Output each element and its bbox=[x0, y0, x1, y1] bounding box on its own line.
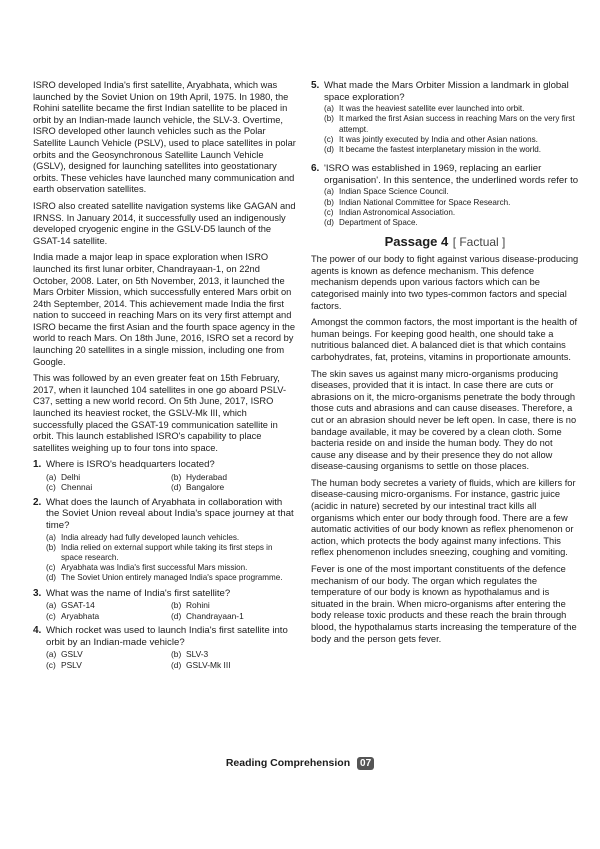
passage-tag: [ Factual ] bbox=[452, 235, 506, 250]
passage-paragraph: ISRO also created satellite navigation systems like GAGAN and IRNSS. In January 2014, it successfully used an indigenously developed cryogenic engine in the GSLV-D5 launch of the GSAT-14 satellite. bbox=[33, 200, 296, 246]
passage-paragraph: This was followed by an even greater feat on 15th February, 2017, when it launched 104 satellites in one go aboard PSLV-C37, setting a new world record. On 5th June, 2017, ISRO launched its heaviest rocket, the GSLV-Mk III, which successfully placed the GSAT-19 communication satellite in orbit. This launch established ISRO's capability to place satellites weighing up to four tons into space. bbox=[33, 373, 287, 453]
option-a: (a) India already had fully developed launch vehicles. bbox=[46, 532, 240, 542]
option-b: (b) Rohini bbox=[171, 600, 210, 611]
question-1 bbox=[33, 459, 296, 492]
question-number: 6. bbox=[311, 163, 320, 175]
option-a: (a) It was the heaviest satellite ever launched into orbit. bbox=[324, 104, 525, 114]
passage-paragraph: Fever is one of the most important constituents of the defence mechanism of our body. The organ which regulates the temperature of our body is known as hypothalamus and is situated in the brain. When micro-organisms after entering the body release toxic products and these reach the brain through blood, the hypothalamus starts increasing the temperature of the body and the person gets fever. bbox=[311, 564, 577, 644]
passage-paragraph: ISRO developed India's first satellite, Aryabhata, which was launched by the Soviet Union on 19th April, 1975. In 1980, the Rohini satellite became the first Indian satellite to be placed in orbit by an Indian-made launch vehicle, the SLV-3. Overtime, ISRO developed other launch vehicles such as the Polar Satellite Launch Vehicle (PSLV), used to place satellites in polar orbits and the Geosynchronous Satellite Launch Vehicle (GSLV), designed for launching satellites into geostationary orbits. These vehicles have launched many communication and earth observation satellites. bbox=[33, 80, 296, 195]
option-b: (b) Indian National Committee for Space Research. bbox=[324, 197, 511, 207]
options bbox=[46, 600, 296, 621]
question-6 bbox=[311, 163, 579, 228]
option-b: (b) It marked the first Asian success in reaching Mars on the very first attempt. bbox=[324, 114, 575, 134]
passage-title: Passage 4 bbox=[384, 234, 449, 250]
question-number: 4. bbox=[33, 625, 42, 637]
page-footer bbox=[0, 757, 600, 770]
option-d: (d) GSLV-Mk III bbox=[171, 659, 231, 670]
passage-paragraph: The power of our body to fight against various disease-producing agents is known as defence mechanism. This defence mechanism depends upon various factors which can be categorised mainly into two types-common factors and special factors. bbox=[311, 254, 579, 311]
passage-paragraph: Amongst the common factors, the most important is the health of human beings. For keeping good health, one should take a nutritious balanced diet. A balanced diet is that which contains carbohydrates, fat, proteins, vitamins in proportionate amounts. bbox=[311, 317, 578, 362]
right-column bbox=[311, 80, 579, 650]
question-5 bbox=[311, 80, 579, 155]
passage-heading bbox=[311, 234, 579, 250]
option-c: (c) Chennai bbox=[46, 482, 93, 493]
question-number: 5. bbox=[311, 80, 320, 91]
options bbox=[324, 187, 579, 228]
option-a: (a) Indian Space Science Council. bbox=[324, 187, 449, 197]
option-c: (c) Aryabhata bbox=[46, 610, 100, 621]
option-a: (a) GSAT-14 bbox=[46, 600, 95, 611]
question-number: 1. bbox=[33, 459, 42, 471]
question-text: Which rocket was used to launch India's first satellite into orbit by an Indian-made vehicle? bbox=[46, 625, 288, 648]
passage-paragraph: India made a major leap in space exploration when ISRO launched its first lunar orbiter, Chandrayaan-1, on 22nd October, 2008. Later, on 5th November, 2013, it launched the Mars Orbiter Mission, which successfully entered Mars orbit on 24th September, 2014. This achievement made India the first nation to succeed in reaching Mars on its very first attempt and ISRO became the first Asian and the fourth space agency in the world to reach Mars. On 18th June, 2016, ISRO set a record by launching 20 satellites in a single mission, including one from Google. bbox=[33, 252, 296, 367]
option-c: (c) PSLV bbox=[46, 659, 82, 670]
question-text: What was the name of India's first satellite? bbox=[46, 587, 231, 599]
option-d: (d) Bangalore bbox=[171, 482, 225, 493]
question-text: Where is ISRO's headquarters located? bbox=[46, 459, 215, 471]
option-d: (d) The Soviet Union entirely managed India's space programme. bbox=[46, 573, 283, 583]
option-b: (b) India relied on external support while taking its first steps in space research. bbox=[46, 542, 273, 562]
option-c: (c) Aryabhata was India's first successful Mars mission. bbox=[46, 563, 248, 573]
options bbox=[324, 104, 579, 155]
option-c: (c) It was jointly executed by India and other Asian nations. bbox=[324, 134, 538, 144]
footer-label: Reading Comprehension bbox=[225, 757, 351, 769]
question-3 bbox=[33, 588, 296, 621]
question-4 bbox=[33, 625, 296, 670]
option-d: (d) Chandrayaan-1 bbox=[171, 610, 244, 621]
option-b: (b) Hyderabad bbox=[171, 472, 227, 482]
question-text: 'ISRO was established in 1969, replacing an earlier organisation'. In this sentence, the underlined words refer to bbox=[324, 163, 579, 186]
question-2 bbox=[33, 497, 296, 584]
option-a: (a) GSLV bbox=[46, 649, 83, 660]
option-c: (c) Indian Astronomical Association. bbox=[324, 207, 456, 217]
option-d: (d) It became the fastest interplanetary mission in the world. bbox=[324, 145, 541, 154]
options bbox=[46, 533, 296, 584]
option-a: (a) Delhi bbox=[46, 472, 81, 482]
question-number: 3. bbox=[33, 587, 42, 599]
question-text: What does the launch of Aryabhata in collaboration with the Soviet Union reveal about India's space journey at that time? bbox=[46, 496, 294, 531]
option-d: (d) Department of Space. bbox=[324, 218, 418, 227]
passage-paragraph: The skin saves us against many micro-organisms producing diseases, provided that it is intact. In case there are cuts or abrasions on it, the micro-organisms penetrate the body through those cuts and abrasions and can cause diseases. Therefore, a cut or an abrasion should never be left open. In case, there is no bandage available, it may be covered by a clean cloth. Some bacteria reside on and inside the human body. They do not cause any disease and by their presence they do not allow disease-causing organisms to settle on those places. bbox=[311, 368, 577, 472]
page-number: 07 bbox=[357, 757, 374, 770]
passage-paragraph: The human body secretes a variety of fluids, which are killers for disease-causing micro-organisms. For instance, gastric juice (acidic in nature) secreted by our intestinal tract kills all organisms which enter our body through food. There are a few automatic activities of our body known as reflex phenomenon or action, which protects the body against many infections. This reflex phenomenon includes sneezing, coughing and vomiting. bbox=[311, 477, 576, 558]
option-b: (b) SLV-3 bbox=[171, 649, 209, 660]
question-text: What made the Mars Orbiter Mission a landmark in global space exploration? bbox=[324, 80, 569, 103]
question-number: 2. bbox=[33, 496, 42, 508]
options bbox=[46, 472, 296, 493]
options bbox=[46, 649, 296, 670]
left-column bbox=[33, 80, 296, 670]
